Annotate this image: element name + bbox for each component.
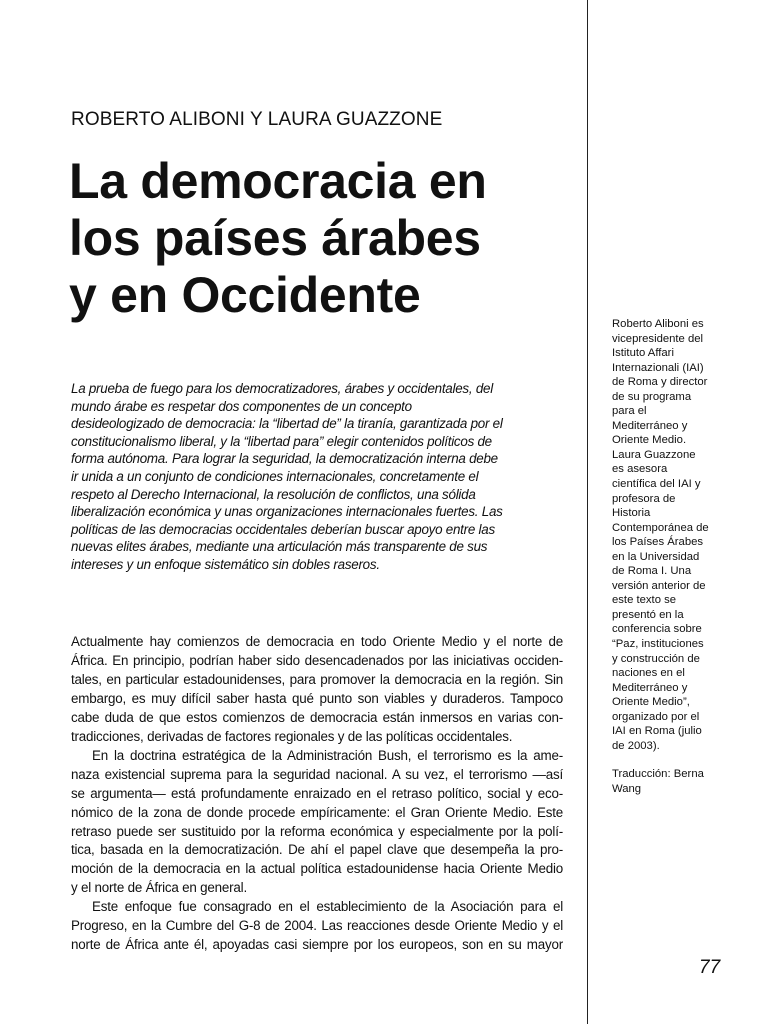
body-line: se argumenta— está profundamente enraizado en el retraso político, social y eco- bbox=[71, 785, 563, 801]
sidenote-line: Roberto Aliboni es bbox=[612, 318, 704, 330]
body-line: cabe duda de que estos comienzos de democracia están inmersos en varias con- bbox=[71, 709, 563, 725]
page-number: 77 bbox=[699, 957, 721, 978]
body-line: nómico de la zona de donde procede empíricamente: el Gran Oriente Medio. Este bbox=[71, 804, 563, 820]
sidenote-line: de su programa bbox=[612, 390, 692, 403]
sidenote-line: y construcción de bbox=[612, 652, 700, 665]
body-line: Progreso, en la Cumbre del G-8 de 2004. Las reacciones desde Oriente Medio y el bbox=[71, 918, 563, 934]
sidenote-line: Contemporánea de bbox=[612, 521, 709, 534]
sidenote-line: los Países Árabes bbox=[612, 536, 704, 549]
sidenote-line: de 2003). bbox=[612, 739, 660, 752]
body-line: tradicciones, derivadas de factores regionales y de las políticas occidentales. bbox=[71, 728, 513, 744]
sidenote-line: Oriente Medio”, bbox=[612, 696, 690, 709]
sidenote-line: para el bbox=[612, 405, 647, 418]
article-title bbox=[69, 153, 579, 324]
sidenote-line: “Paz, instituciones bbox=[612, 638, 704, 651]
abstract-line: mundo árabe es respetar dos componentes de un concepto bbox=[71, 398, 412, 414]
abstract-line: desideologizado de democracia: la “libertad de” la tiranía, garantizada por el bbox=[71, 416, 503, 432]
author-sidenote bbox=[612, 317, 732, 797]
translation-credit-line: Wang bbox=[612, 782, 642, 795]
body-line: moción de la democracia en la actual política estadounidense hacia Oriente Medio bbox=[71, 861, 563, 877]
abstract-line: ir unida a un conjunto de condiciones internacionales, concretamente el bbox=[71, 468, 479, 484]
body-line: retraso puede ser sustituido por la reforma económica y especialmente por la polí- bbox=[71, 823, 563, 839]
body-line: tica, basada en la democratización. De ahí el papel clave que desempeña la pro- bbox=[71, 842, 563, 858]
abstract-line: constitucionalismo liberal, y la “libertad para” elegir contenidos políticos de bbox=[71, 433, 492, 449]
body-line: naza existencial suprema para la seguridad nacional. A su vez, el terrorismo —así bbox=[71, 766, 563, 782]
title-line: los países árabes bbox=[69, 210, 481, 266]
body-line: Actualmente hay comienzos de democracia en todo Oriente Medio y el norte de bbox=[71, 634, 563, 649]
sidenote-line: vicepresidente del bbox=[612, 332, 704, 345]
sidenote-line: Oriente Medio. bbox=[612, 434, 687, 447]
body-line: norte de África ante él, apoyadas casi siempre por los europeos, son en su mayor bbox=[71, 937, 563, 953]
sidenote-line: este texto se bbox=[612, 594, 677, 607]
sidenote-line: profesora de bbox=[612, 492, 676, 505]
body-line: embargo, es muy difícil saber hasta qué punto son viables y duraderos. Tampoco bbox=[71, 690, 563, 706]
body-line: Este enfoque fue consagrado en el establecimiento de la Asociación para el bbox=[92, 899, 563, 915]
abstract-line: intereses y un enfoque sistemático sin dobles raseros. bbox=[71, 556, 380, 572]
sidenote-line: Internazionali (IAI) bbox=[612, 361, 704, 374]
sidenote-line: naciones en el bbox=[612, 667, 685, 680]
article-abstract bbox=[71, 380, 541, 574]
article-body bbox=[71, 633, 563, 955]
sidenote-line: IAI en Roma (julio bbox=[612, 725, 702, 738]
translation-credit-line: Traducción: Berna bbox=[612, 768, 704, 781]
sidenote-line: Mediterráneo y bbox=[612, 681, 688, 694]
sidenote-line: Istituto Affari bbox=[612, 347, 674, 360]
article-authors: ROBERTO ALIBONI Y LAURA GUAZZONE bbox=[71, 109, 443, 130]
title-line: La democracia en bbox=[69, 153, 487, 209]
title-line: y en Occidente bbox=[69, 267, 421, 323]
abstract-line: liberalización económica y unas organizaciones internacionales fuertes. Las bbox=[71, 504, 503, 520]
sidenote-line: conferencia sobre bbox=[612, 623, 702, 636]
column-divider bbox=[587, 0, 588, 1024]
sidenote-line: de Roma y director bbox=[612, 376, 708, 389]
sidenote-line: presentó en la bbox=[612, 608, 684, 621]
abstract-line: La prueba de fuego para los democratizadores, árabes y occidentales, del bbox=[71, 381, 493, 396]
sidenote-line: Laura Guazzone bbox=[612, 448, 696, 461]
body-line: En la doctrina estratégica de la Administración Bush, el terrorismo es la ame- bbox=[92, 747, 563, 763]
sidenote-line: de Roma I. Una bbox=[612, 565, 692, 578]
sidenote-line: Mediterráneo y bbox=[612, 419, 688, 432]
body-line: tales, en particular estadounidenses, para promover la democracia en la región. Sin bbox=[71, 671, 563, 687]
body-line: África. En principio, podrían haber sido desencadenados por las iniciativas occiden- bbox=[71, 652, 563, 668]
body-line: y el norte de África en general. bbox=[71, 880, 247, 896]
abstract-line: forma autónoma. Para lograr la seguridad, la democratización interna debe bbox=[71, 451, 498, 467]
abstract-line: respeto al Derecho Internacional, la resolución de conflictos, una sólida bbox=[71, 486, 476, 502]
sidenote-line: versión anterior de bbox=[612, 579, 706, 592]
sidenote-line: en la Universidad bbox=[612, 550, 700, 563]
abstract-line: políticas de las democracias occidentales deberían buscar apoyo entre las bbox=[71, 521, 495, 537]
sidenote-line: científica del IAI y bbox=[612, 478, 701, 491]
sidenote-line: es asesora bbox=[612, 463, 668, 476]
abstract-line: nuevas elites árabes, mediante una articulación más transparente de sus bbox=[71, 539, 488, 555]
sidenote-line: Historia bbox=[612, 507, 651, 520]
sidenote-spacer bbox=[612, 753, 732, 767]
sidenote-line: organizado por el bbox=[612, 710, 700, 723]
